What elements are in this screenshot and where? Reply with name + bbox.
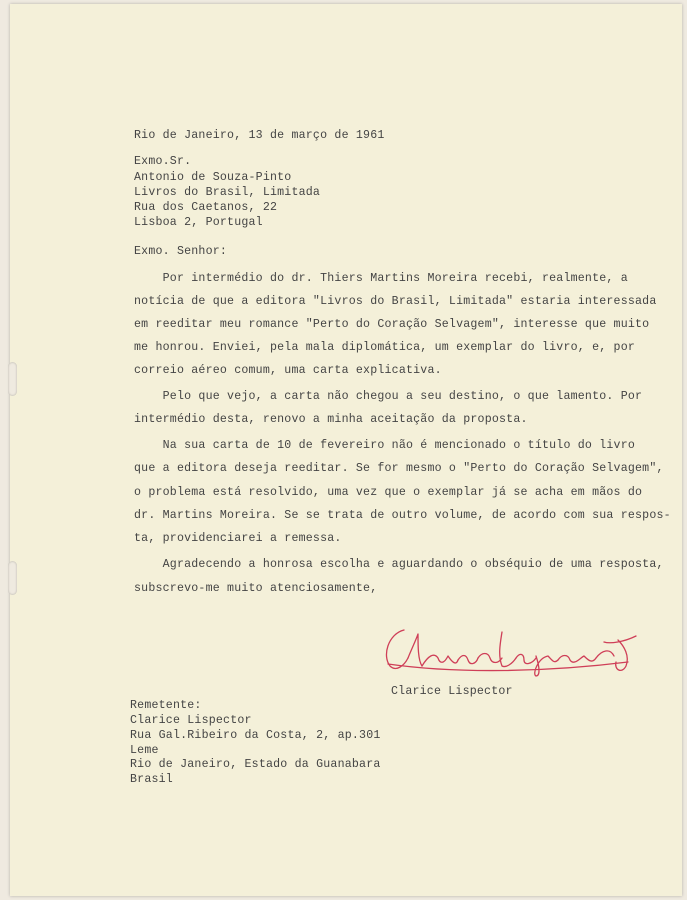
recipient-line: Exmo.Sr. bbox=[134, 155, 192, 168]
recipient-line: Antonio de Souza-Pinto bbox=[134, 171, 292, 184]
body-line: dr. Martins Moreira. Se se trata de outro volume, de acordo com sua respos- bbox=[134, 509, 671, 522]
handwritten-signature bbox=[378, 622, 643, 678]
body-line: correio aéreo comum, uma carta explicativa. bbox=[134, 364, 442, 377]
date-line: Rio de Janeiro, 13 de março de 1961 bbox=[134, 129, 385, 142]
body-line: subscrevo-me muito atenciosamente, bbox=[134, 582, 378, 595]
recipient-line: Livros do Brasil, Limitada bbox=[134, 186, 321, 199]
sender-line: Leme bbox=[130, 744, 159, 757]
body-line: em reeditar meu romance "Perto do Coração Selvagem", interesse que muito bbox=[134, 318, 650, 331]
body-line: notícia de que a editora "Livros do Brasil, Limitada" estaria interessada bbox=[134, 295, 657, 308]
salutation: Exmo. Senhor: bbox=[134, 245, 228, 258]
body-line: ta, providenciarei a remessa. bbox=[134, 532, 342, 545]
sender-line: Rio de Janeiro, Estado da Guanabara bbox=[130, 758, 381, 771]
body-line: o problema está resolvido, uma vez que o exemplar já se acha em mãos do bbox=[134, 486, 643, 499]
sender-label: Remetente: bbox=[130, 699, 202, 712]
body-line: Agradecendo a honrosa escolha e aguardando o obséquio de uma resposta, bbox=[134, 558, 664, 571]
recipient-line: Rua dos Caetanos, 22 bbox=[134, 201, 278, 214]
signature-graphic bbox=[378, 622, 643, 678]
body-line: intermédio desta, renovo a minha aceitação da proposta. bbox=[134, 413, 528, 426]
sender-line: Clarice Lispector bbox=[130, 714, 252, 727]
body-line: me honrou. Enviei, pela mala diplomática, um exemplar do livro, e, por bbox=[134, 341, 636, 354]
punch-hole-bottom bbox=[8, 561, 17, 595]
sender-line: Rua Gal.Ribeiro da Costa, 2, ap.301 bbox=[130, 729, 381, 742]
typed-signature-name: Clarice Lispector bbox=[391, 685, 513, 698]
letter-page bbox=[10, 4, 682, 896]
punch-hole-top bbox=[8, 362, 17, 396]
sender-line: Brasil bbox=[130, 773, 173, 786]
body-line: que a editora deseja reeditar. Se for mesmo o "Perto do Coração Selvagem", bbox=[134, 462, 664, 475]
body-line: Pelo que vejo, a carta não chegou a seu destino, o que lamento. Por bbox=[134, 390, 643, 403]
body-line: Na sua carta de 10 de fevereiro não é mencionado o título do livro bbox=[134, 439, 636, 452]
body-line: Por intermédio do dr. Thiers Martins Moreira recebi, realmente, a bbox=[134, 272, 628, 285]
recipient-line: Lisboa 2, Portugal bbox=[134, 216, 263, 229]
